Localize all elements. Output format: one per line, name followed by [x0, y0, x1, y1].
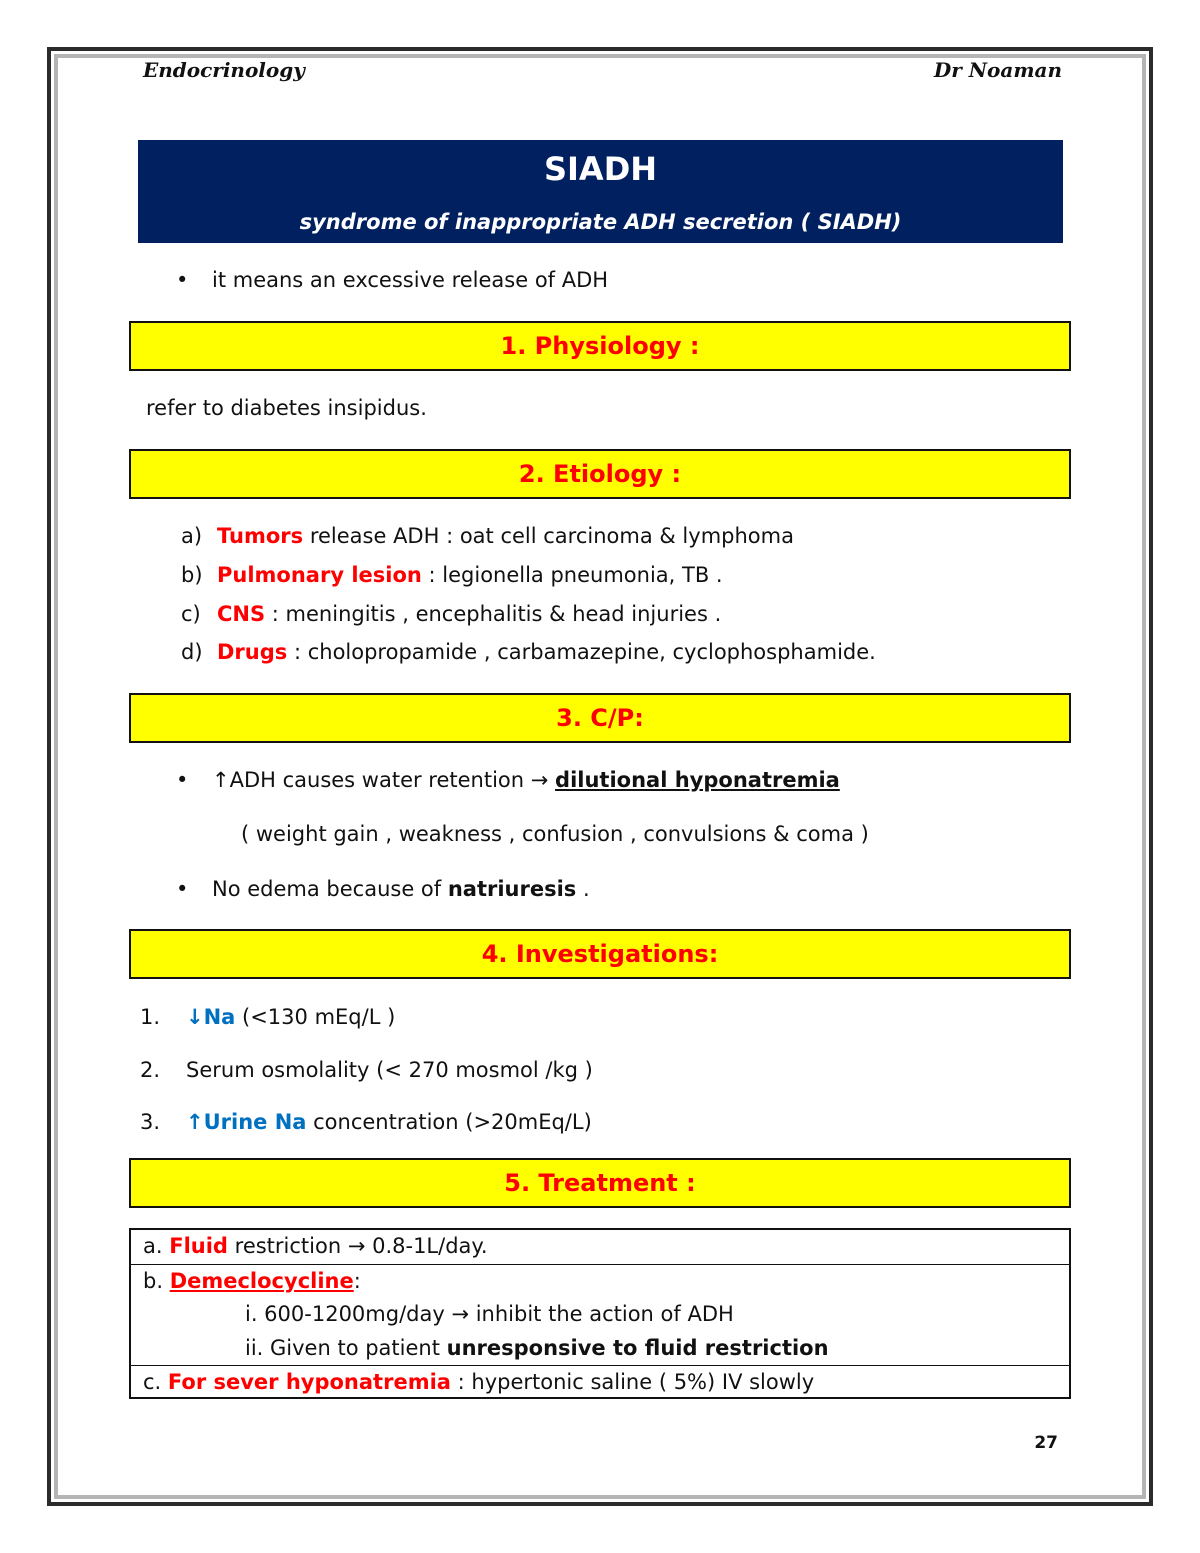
cp-bullet-2-key: natriuresis — [447, 877, 577, 901]
treatment-a-key: Fluid — [169, 1234, 228, 1258]
treatment-c-prefix: c. — [143, 1370, 168, 1394]
treatment-b-sub-ii-pre: ii. Given to patient — [245, 1336, 447, 1360]
header-author: Dr Noaman — [933, 58, 1062, 82]
investigation-rest: Serum osmolality (< 270 mosmol /kg ) — [186, 1058, 593, 1082]
investigation-number: 1. — [140, 1005, 161, 1029]
cp-bullet-2-post: . — [576, 877, 590, 901]
page-number: 27 — [1034, 1433, 1058, 1453]
treatment-a-prefix: a. — [143, 1234, 170, 1258]
bullet-dot-icon: • — [176, 877, 189, 901]
etiology-item — [181, 563, 723, 587]
etiology-item-text: : meningitis , encephalitis & head injuries . — [265, 602, 722, 626]
investigation-number: 3. — [140, 1110, 161, 1134]
etiology-item-key: Pulmonary lesion — [217, 563, 422, 587]
treatment-c-key: For sever hyponatremia — [167, 1370, 451, 1394]
investigation-rest: (<130 mEq/L ) — [235, 1005, 396, 1029]
title-banner — [138, 140, 1063, 243]
treatment-b-suffix: : — [353, 1269, 361, 1293]
physiology-text: refer to diabetes insipidus. — [146, 396, 427, 420]
investigation-rest: concentration (>20mEq/L) — [306, 1110, 592, 1134]
treatment-row-a-text — [143, 1234, 488, 1258]
etiology-item-label: a) — [181, 524, 203, 548]
etiology-item-label: b) — [181, 563, 203, 587]
treatment-b-sub-ii-key: unresponsive to fluid restriction — [446, 1336, 829, 1360]
etiology-item-text: : legionella pneumonia, TB . — [421, 563, 723, 587]
etiology-item — [181, 602, 721, 626]
treatment-row-c-text — [143, 1370, 814, 1394]
bullet-dot-icon: • — [176, 768, 189, 792]
cp-bullet-2-pre: No edema because of — [212, 877, 448, 901]
treatment-b-sub-i: i. 600-1200mg/day → inhibit the action of ADH — [245, 1302, 734, 1326]
treatment-row-a — [131, 1230, 1069, 1265]
treatment-b-key: Demeclocycline — [169, 1269, 354, 1293]
investigation-text — [186, 1005, 395, 1029]
page-title: SIADH — [543, 150, 658, 188]
section-physiology-heading: 1. Physiology : — [129, 321, 1071, 371]
treatment-b-prefix: b. — [143, 1269, 170, 1293]
section-cp-heading: 3. C/P: — [129, 693, 1071, 743]
etiology-item — [181, 524, 794, 548]
etiology-item-label: c) — [181, 602, 201, 626]
investigation-key: ↓Na — [186, 1005, 236, 1029]
cp-bullet-1-key: dilutional hyponatremia — [555, 768, 840, 792]
cp-bullet-1-pre: ↑ADH causes water retention → — [212, 768, 556, 792]
intro-text: it means an excessive release of ADH — [212, 268, 609, 292]
cp-bullet-1-text — [212, 768, 840, 792]
investigation-text — [186, 1110, 592, 1134]
etiology-item-key: Tumors — [217, 524, 304, 548]
cp-symptoms: ( weight gain , weakness , confusion , convulsions & coma ) — [241, 822, 869, 846]
page-subtitle: syndrome of inappropriate ADH secretion ( SIADH) — [299, 210, 902, 234]
treatment-table — [129, 1228, 1071, 1399]
investigation-key: ↑Urine Na — [186, 1110, 307, 1134]
section-etiology-heading: 2. Etiology : — [129, 449, 1071, 499]
investigation-number: 2. — [140, 1058, 161, 1082]
etiology-item-text: release ADH : oat cell carcinoma & lymphoma — [303, 524, 794, 548]
section-investigations-heading: 4. Investigations: — [129, 929, 1071, 979]
treatment-row-b — [131, 1265, 1069, 1366]
treatment-b-sub-ii — [245, 1336, 829, 1360]
bullet-dot-icon: • — [176, 268, 189, 292]
treatment-row-c — [131, 1366, 1069, 1399]
etiology-item-key: Drugs — [217, 640, 288, 664]
treatment-c-rest: : hypertonic saline ( 5%) IV slowly — [450, 1370, 815, 1394]
section-treatment-heading: 5. Treatment : — [129, 1158, 1071, 1208]
etiology-item-key: CNS — [217, 602, 266, 626]
etiology-item — [181, 640, 876, 664]
treatment-row-b-text — [143, 1269, 361, 1293]
treatment-a-rest: restriction → 0.8-1L/day. — [227, 1234, 488, 1258]
etiology-item-text: : cholopropamide , carbamazepine, cyclophosphamide. — [287, 640, 876, 664]
cp-bullet-2-text — [212, 877, 590, 901]
etiology-item-label: d) — [181, 640, 203, 664]
header-subject: Endocrinology — [143, 58, 305, 82]
investigation-text — [186, 1058, 593, 1082]
